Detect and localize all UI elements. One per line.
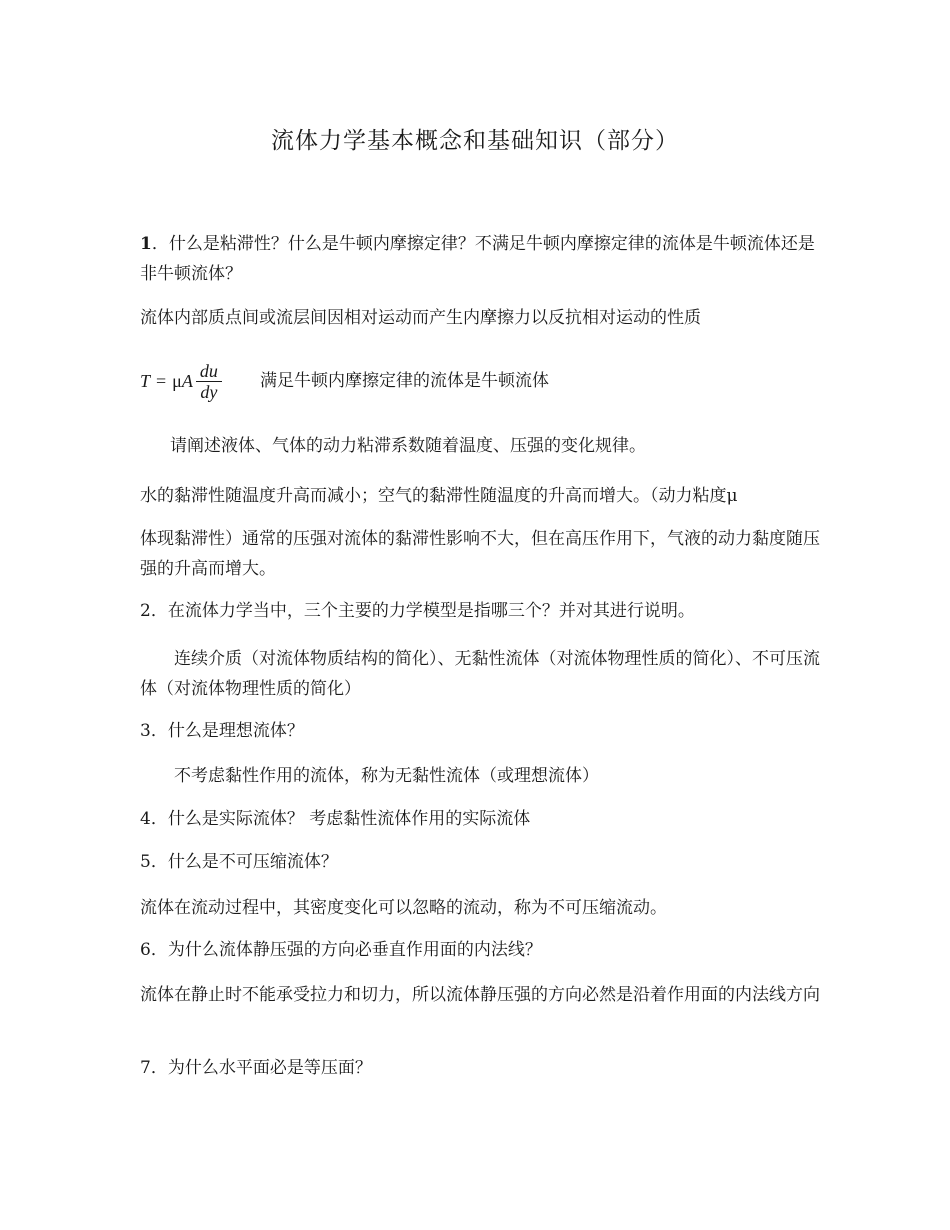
q1-question	[140, 229, 820, 289]
formula-denominator: dy	[200, 381, 218, 402]
q6-answer: 流体在静止时不能承受拉力和切力，所以流体静压强的方向必然是沿着作用面的内法线方向	[140, 985, 820, 1005]
formula-area: A	[181, 370, 193, 391]
q1-sub-question: 请阐述液体、气体的动力粘滞系数随着温度、压强的变化规律。	[170, 436, 646, 456]
q1-sub-answer-line1: 水的黏滞性随温度升高而减小；空气的黏滞性随温度的升高而增大。（动力粘度μ	[140, 486, 738, 506]
q5-question: 5．什么是不可压缩流体？	[140, 852, 338, 872]
q2-answer: 连续介质（对流体物质结构的简化）、无黏性流体（对流体物理性质的简化）、不可压流体（对流体物理性质的简化）	[140, 649, 820, 699]
q1-answer-definition: 流体内部质点间或流层间因相对运动而产生内摩擦力以反抗相对运动的性质	[140, 308, 701, 328]
q5-answer: 流体在流动过程中，其密度变化可以忽略的流动，称为不可压缩流动。	[140, 898, 667, 918]
q1-sub-answer-line2: 体现黏滞性）通常的压强对流体的黏滞性影响不大，但在高压作用下，气液的动力黏度随压强的升高而增大。	[140, 529, 820, 579]
q6-question: 6．为什么流体静压强的方向必垂直作用面的内法线？	[140, 940, 542, 960]
q3-question: 3．什么是理想流体？	[140, 721, 304, 741]
newton-friction-formula	[140, 356, 222, 406]
formula-equals: =	[156, 370, 167, 391]
q4-question: 4．什么是实际流体？ 考虑黏性流体作用的实际流体	[140, 809, 531, 829]
formula-mu: μ	[172, 370, 182, 391]
q2-question: 2．在流体力学当中，三个主要的力学模型是指哪三个？并对其进行说明。	[140, 601, 695, 621]
formula-lhs: T	[140, 370, 151, 391]
q3-answer: 不考虑黏性作用的流体，称为无黏性流体（或理想流体）	[174, 766, 599, 786]
q1-formula-row	[140, 356, 820, 406]
formula-fraction	[196, 361, 222, 402]
formula-numerator: du	[199, 360, 218, 381]
q7-question: 7．为什么水平面必是等压面？	[140, 1058, 372, 1078]
document-title: 流体力学基本概念和基础知识（部分）	[271, 128, 679, 154]
q1-formula-note: 满足牛顿内摩擦定律的流体是牛顿流体	[260, 371, 549, 391]
q1-question-text: ．什么是粘滞性？什么是牛顿内摩擦定律？不满足牛顿内摩擦定律的流体是牛顿流体还是非牛顿流体？	[140, 234, 815, 284]
q1-number: 1	[140, 234, 152, 254]
